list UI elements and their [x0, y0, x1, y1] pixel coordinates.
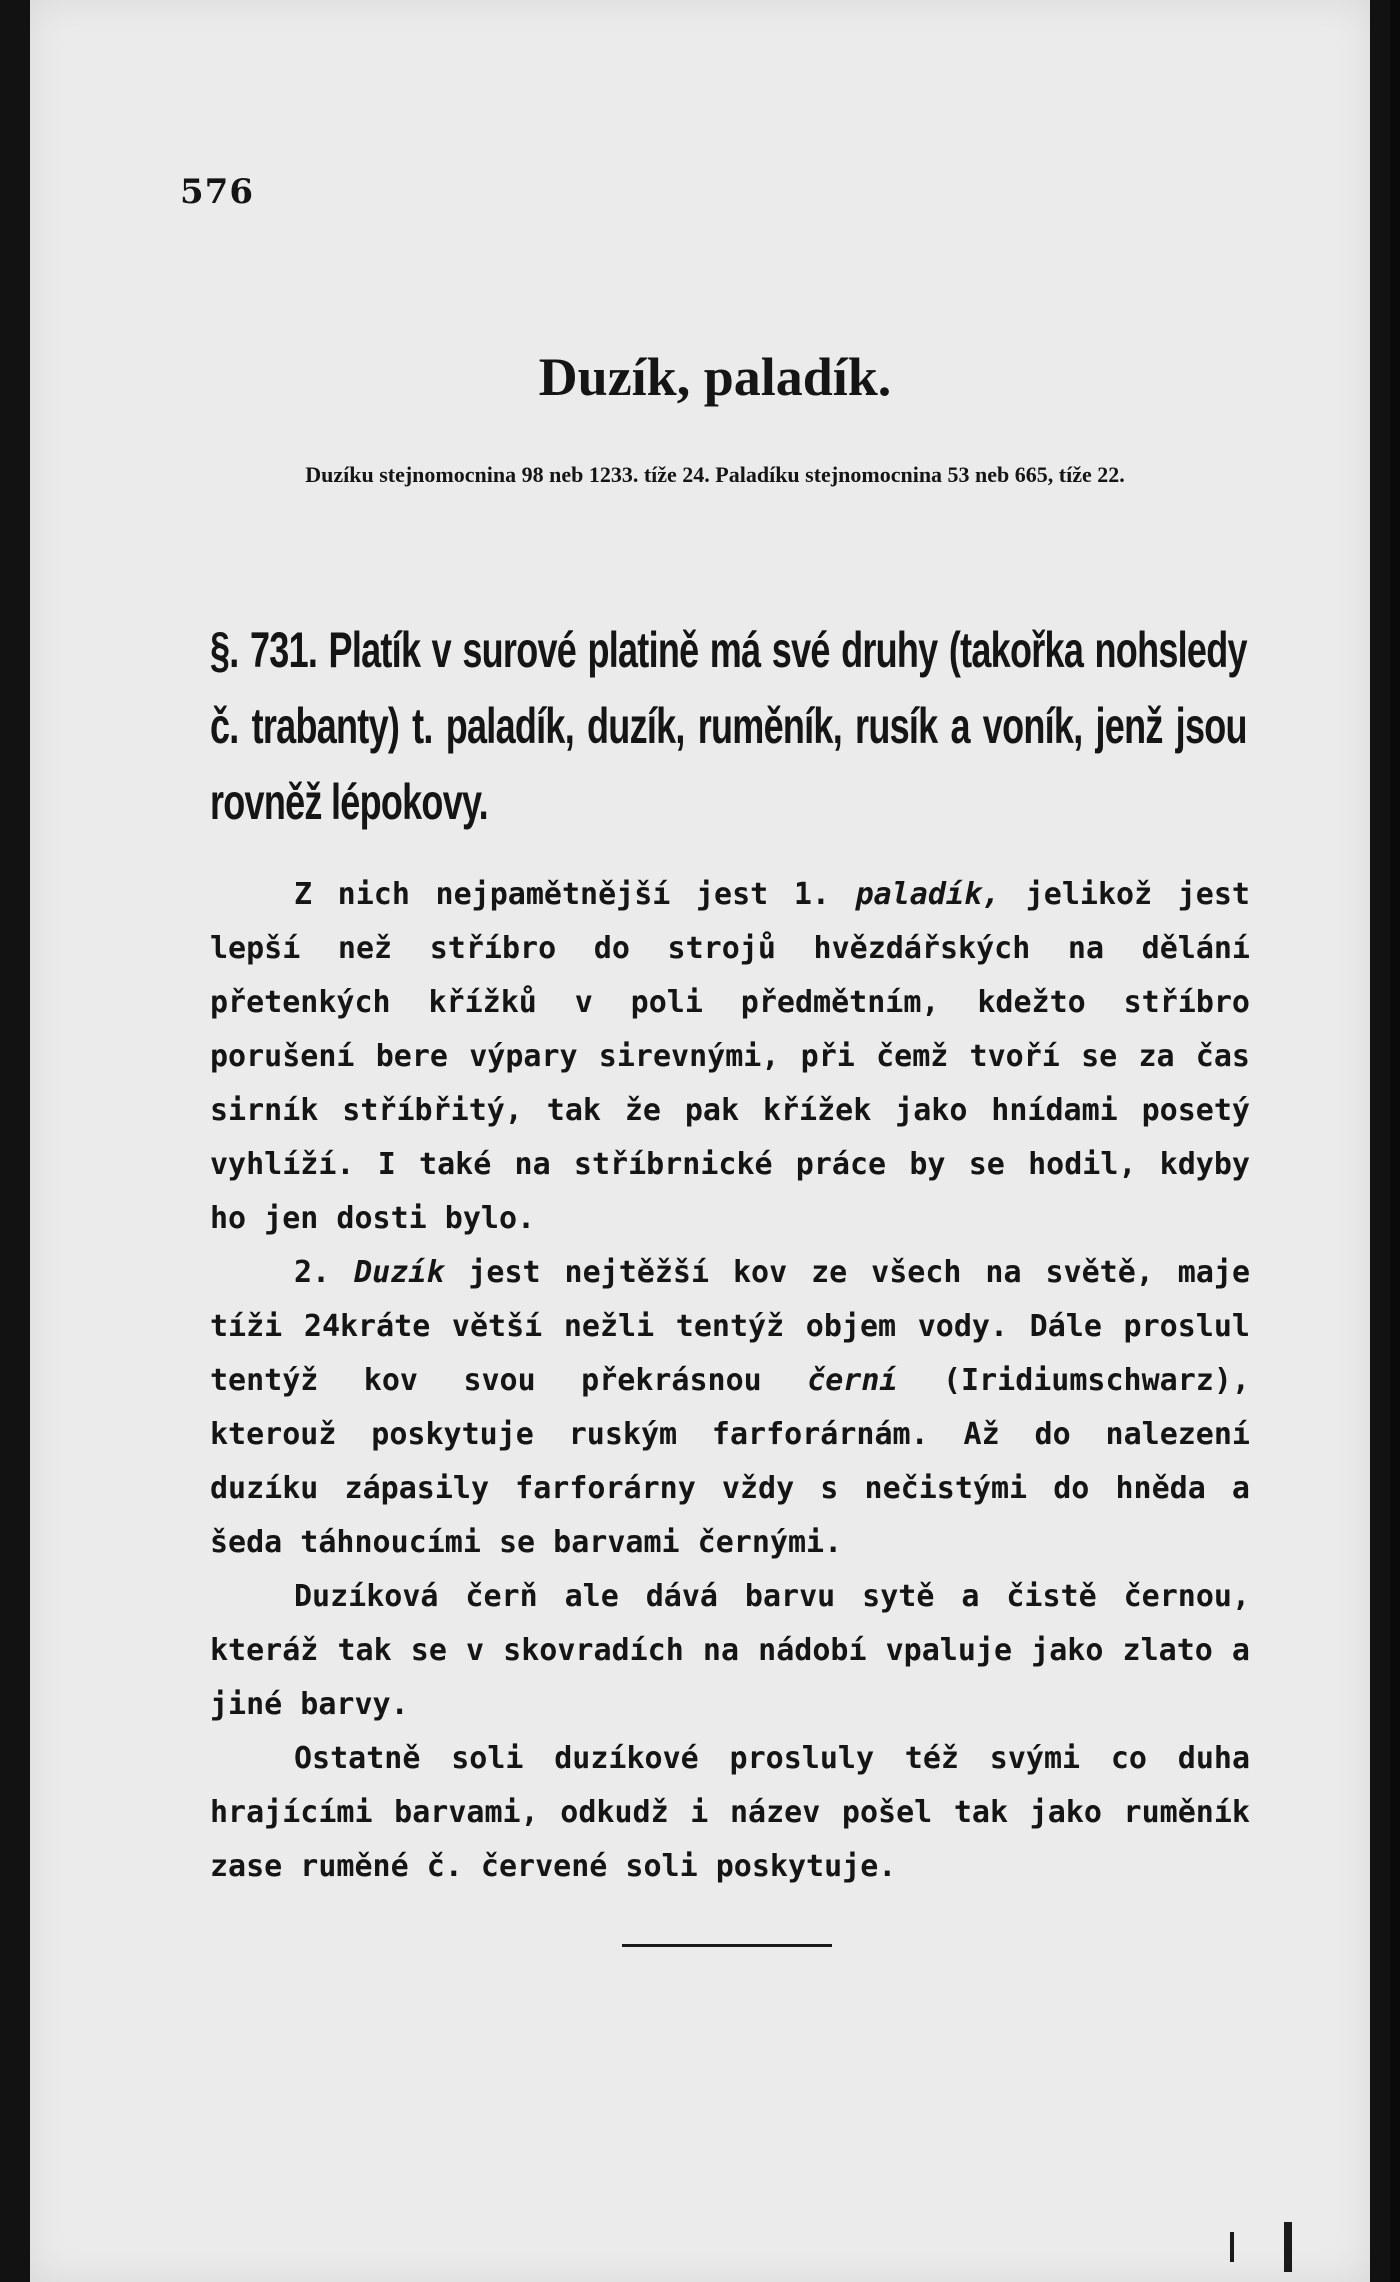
end-rule	[622, 1944, 832, 1947]
paragraph-2-emphasis-2: černí	[807, 1363, 898, 1398]
paragraph-1-rest: jelikož jest lepší než stříbro do strojů hvězdářských na dělání přetenkých křížků v poli předmětním, kdežto stříbro porušení bere výpary sirevnými, při čemž tvoří se za čas sirník stříbřitý, tak že pak křížek jako hnídami posetý vyhlíží. I také na stříbrnické práce by se hodil, kdyby ho jen dosti bylo.	[210, 877, 1250, 1236]
paragraph-1-emphasis: paladík,	[855, 877, 1001, 912]
body-text	[210, 868, 1250, 1894]
paragraph-3: Duzíková čerň ale dává barvu sytě a čistě černou, kteráž tak se v skovradích na nádobí vpaluje jako zlato a jiné barvy.	[210, 1579, 1250, 1722]
scan-edge	[1390, 0, 1400, 2282]
scan-mark	[1230, 2232, 1234, 2262]
paragraph-2	[210, 1246, 1250, 1570]
chapter-title: Duzík, paladík.	[538, 347, 892, 407]
paragraph-2-emphasis: Duzík	[354, 1255, 445, 1290]
page-number: 576	[180, 172, 254, 212]
paragraph-2-part-a: jest nejtěžší kov ze všech na světě, maje tíži 24kráte větší nežli tentýž objem vody. Dále proslul tentýž kov svou překrásnou	[210, 1255, 1251, 1398]
book-page	[30, 0, 1370, 2282]
paragraph-4: Ostatně soli duzíkové prosluly též svými co duha hrajícími barvami, odkudž i název pošel tak jako ruměník zase ruměné č. červené soli poskytuje.	[210, 1741, 1250, 1884]
paragraph-1-start: Z nich nejpamětnější jest 1.	[294, 877, 856, 912]
paragraph-2-part-b: (Iridiumschwarz), kterouž poskytuje ruským farforárnám. Až do nalezení duzíku zápasily farforárny vždy s nečistými do hněda a šeda táhnoucími se barvami černými.	[210, 1363, 1250, 1560]
paragraph-2-number: 2.	[294, 1255, 355, 1290]
chapter-subtitle: Duzíku stejnomocnina 98 neb 1233. tíže 24. Paladíku stejnomocnina 53 neb 665, tíže 22.	[305, 462, 1125, 487]
section-heading: §. 731. Platík v surové platině má své druhy (takořka nohsledy č. trabanty) t. paladík, duzík, ruměník, rusík a voník, jenž jsou rovněž lépokovy.	[210, 622, 1247, 830]
paragraph-1	[210, 868, 1250, 1246]
scan-mark	[1284, 2222, 1292, 2272]
